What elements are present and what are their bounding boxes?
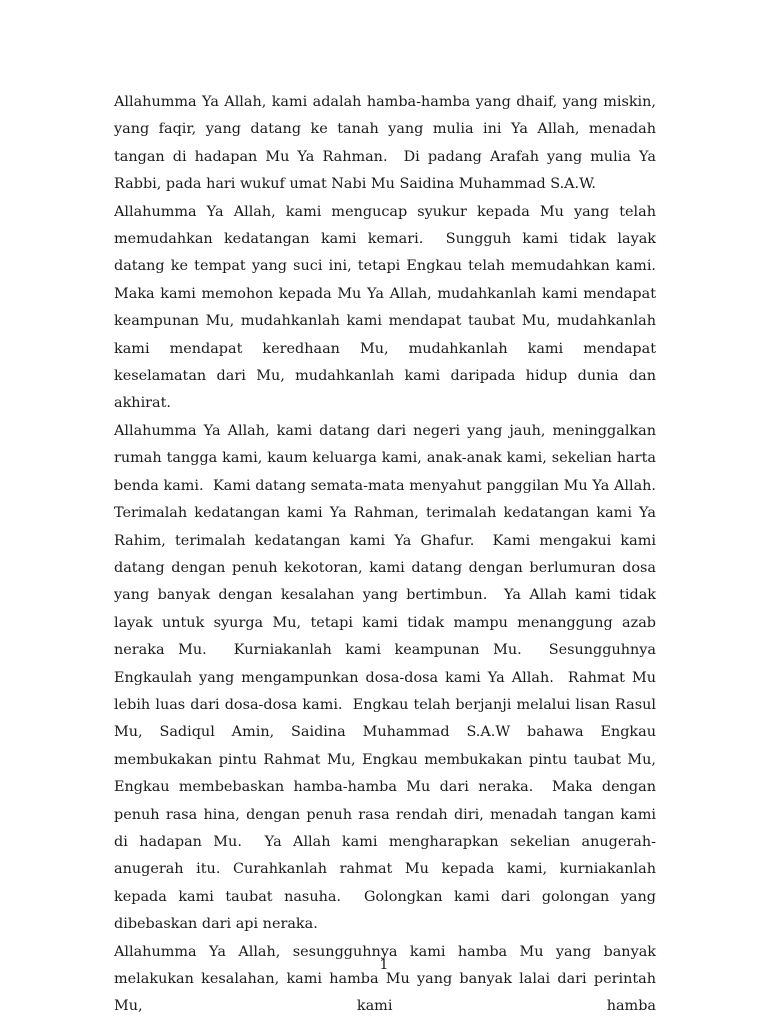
document-body	[114, 89, 675, 1021]
page-number: 1	[379, 957, 389, 973]
paragraph-4: Allahumma Ya Allah, sesungguhnya kami hamba Mu yang banyak melakukan kesalahan, kami hamba Mu yang banyak lalai dari perintah Mu, kami hamba	[114, 943, 661, 1015]
paragraph-2: Allahumma Ya Allah, kami mengucap syukur kepada Mu yang telah memudahkan kedatangan kami kemari. Sungguh kami tidak layak datang ke tempat yang suci ini, tetapi Engkau telah memudahkan kami. Maka kami memohon kepada Mu Ya Allah, mudahkanlah kami mendapat keampunan Mu, mudahkanlah kami mendapat taubat Mu, mudahkanlah kami mendapat keredhaan Mu, mudahkanlah kami mendapat keselamatan dari Mu, mudahkanlah kami daripada hidup dunia dan akhirat.	[114, 203, 675, 412]
paragraph-3: Allahumma Ya Allah, kami datang dari negeri yang jauh, meninggalkan rumah tangga kami, kaum keluarga kami, anak-anak kami, sekelian harta benda kami. Kami datang semata-mata menyahut panggilan Mu Ya Allah. Terimalah kedatangan kami Ya Rahman, terimalah kedatangan kami Ya Rahim, terimalah kedatangan kami Ya Ghafur. Kami mengakui kami datang dengan penuh kekotoran, kami datang dengan berlumuran dosa yang banyak dengan kesalahan yang bertimbun. Ya Allah kami tidak layak untuk syurga Mu, tetapi kami tidak mampu menanggung azab neraka Mu. Kurniakanlah kami keampunan Mu. Sesungguhnya Engkaulah yang mengampunkan dosa-dosa kami Ya Allah. Rahmat Mu lebih luas dari dosa-dosa kami. Engkau telah berjanji melalui lisan Rasul Mu, Sadiqul Amin, Saidina Muhammad S.A.W bahawa Engkau membukakan pintu Rahmat Mu, Engkau membukakan pintu taubat Mu, Engkau membebaskan hamba-hamba Mu dari neraka. Maka dengan penuh rasa hina, dengan penuh rasa rendah diri, menadah tangan kami di hadapan Mu. Ya Allah kami mengharapkan sekelian anugerah-anugerah itu. Curahkanlah rahmat Mu kepada kami, kurniakanlah kepada kami taubat nasuha. Golongkan kami dari golongan yang dibebaskan dari api neraka.	[114, 422, 675, 933]
paragraph-1: Allahumma Ya Allah, kami adalah hamba-hamba yang dhaif, yang miskin, yang faqir, yang datang ke tanah yang mulia ini Ya Allah, menadah tangan di hadapan Mu Ya Rahman. Di padang Arafah yang mulia Ya Rabbi, pada hari wukuf umat Nabi Mu Saidina Muhammad S.A.W.	[114, 94, 661, 193]
